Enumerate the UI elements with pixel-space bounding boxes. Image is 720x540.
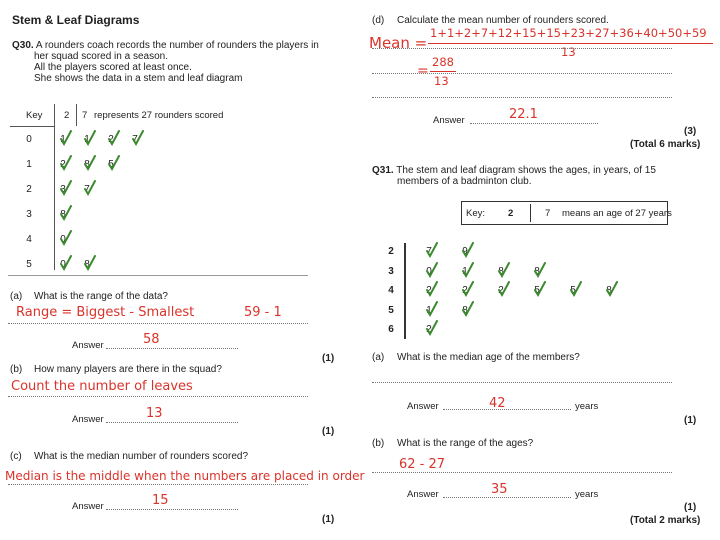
q30c-question: What is the median number of rounders scored? bbox=[34, 451, 248, 462]
check-mark-icon bbox=[425, 262, 439, 278]
q30-diagram-bottom bbox=[8, 275, 308, 276]
q31a-unit: years bbox=[575, 401, 599, 412]
check-mark-icon bbox=[533, 281, 547, 297]
check-mark-icon bbox=[461, 242, 475, 258]
q30b-marks: (1) bbox=[322, 426, 335, 437]
q31a-working-line bbox=[372, 382, 672, 383]
q30-key-label: Key bbox=[26, 110, 43, 121]
q30-line-2: her squad scored in a season. bbox=[34, 51, 168, 62]
leaf-value: 0 bbox=[426, 265, 432, 277]
q30b-question: How many players are there in the squad? bbox=[34, 364, 222, 375]
stem-value: 0 bbox=[26, 134, 32, 145]
leaf-value: 1 bbox=[60, 134, 66, 145]
q30d-answer-label: Answer bbox=[433, 115, 465, 126]
leaf-value: 2 bbox=[426, 285, 432, 296]
q31b-question: What is the range of the ages? bbox=[397, 438, 534, 449]
check-mark-icon bbox=[461, 281, 475, 297]
q30-key-divider bbox=[76, 104, 77, 126]
q31-number: Q31. bbox=[372, 165, 394, 176]
q30c-label: (c) bbox=[10, 451, 22, 462]
leaf-value: 5 bbox=[534, 285, 540, 296]
stem-value: 5 bbox=[26, 259, 32, 270]
stem-value: 4 bbox=[388, 285, 394, 296]
leaf-value: 5 bbox=[570, 285, 576, 296]
q31-text bbox=[372, 165, 656, 187]
q30-text bbox=[12, 40, 319, 84]
check-mark-icon bbox=[59, 205, 73, 221]
mean-equals: = bbox=[417, 63, 429, 79]
leaf-value: 1 bbox=[462, 265, 468, 277]
q31a-label: (a) bbox=[372, 352, 385, 363]
q31b-working-line bbox=[372, 472, 672, 473]
leaf-value: 9 bbox=[462, 246, 468, 257]
leaf-value: 7 bbox=[132, 134, 138, 145]
check-mark-icon bbox=[533, 262, 547, 278]
leaf-value: 8 bbox=[60, 209, 66, 220]
stem-value: 2 bbox=[388, 246, 394, 257]
q31-line-2: members of a badminton club. bbox=[397, 176, 532, 187]
leaf-value: 8 bbox=[534, 265, 540, 277]
q30a-question: What is the range of the data? bbox=[34, 291, 168, 302]
q30-total-marks: (Total 6 marks) bbox=[630, 139, 701, 150]
q30a-answer: 58 bbox=[143, 332, 160, 347]
check-mark-icon bbox=[497, 281, 511, 297]
q30-key-leaf: 7 bbox=[82, 110, 88, 121]
q31b-label: (b) bbox=[372, 438, 385, 449]
leaf-value: 8 bbox=[606, 285, 612, 296]
q30b-working-line bbox=[8, 396, 308, 397]
check-mark-icon bbox=[59, 130, 73, 146]
q31a-question: What is the median age of the members? bbox=[397, 352, 580, 363]
q30d-line-3 bbox=[372, 97, 672, 98]
leaf-value: 2 bbox=[108, 134, 114, 145]
q30a-working-right: 59 - 1 bbox=[244, 305, 282, 320]
q31b-unit: years bbox=[575, 489, 599, 500]
leaf-value: 2 bbox=[60, 159, 66, 170]
leaf-value: 2 bbox=[462, 285, 468, 296]
check-mark-icon bbox=[83, 130, 97, 146]
check-mark-icon bbox=[59, 180, 73, 196]
q31-key-text: means an age of 27 years bbox=[562, 208, 672, 219]
q31-stem-divider bbox=[404, 243, 406, 339]
q31-key-label: Key: bbox=[466, 208, 486, 219]
check-mark-icon bbox=[497, 262, 511, 278]
check-mark-icon bbox=[83, 155, 97, 171]
check-mark-icon bbox=[59, 155, 73, 171]
q31b-marks: (1) bbox=[684, 502, 697, 513]
q30-number: Q30. bbox=[12, 40, 34, 51]
q30a-working-line bbox=[8, 323, 308, 324]
leaf-value: 0 bbox=[60, 234, 66, 245]
check-mark-icon bbox=[83, 255, 97, 271]
q30c-marks: (1) bbox=[322, 514, 335, 525]
q31a-answer-label: Answer bbox=[407, 401, 439, 412]
check-mark-icon bbox=[59, 255, 73, 271]
page-title: Stem & Leaf Diagrams bbox=[12, 13, 140, 27]
mean-eq2-numerator: 288 bbox=[432, 55, 454, 69]
q30-key-text: represents 27 rounders scored bbox=[94, 110, 224, 121]
q30b-label: (b) bbox=[10, 364, 23, 375]
q30-stem-divider bbox=[54, 104, 55, 270]
q30c-answer: 15 bbox=[152, 493, 169, 508]
q30a-working-left: Range = Biggest - Smallest bbox=[16, 305, 195, 320]
q30a-label: (a) bbox=[10, 291, 23, 302]
q30-line-1: A rounders coach records the number of rounders the players in bbox=[35, 40, 319, 51]
leaf-value: 7 bbox=[84, 184, 90, 195]
q30d-marks: (3) bbox=[684, 126, 697, 137]
q31-total-marks: (Total 2 marks) bbox=[630, 515, 701, 526]
q30c-working: Median is the middle when the numbers are placed in order bbox=[5, 469, 365, 483]
q30d-line-1 bbox=[372, 48, 672, 49]
leaf-value: 1 bbox=[426, 304, 432, 316]
check-mark-icon bbox=[107, 130, 121, 146]
q30a-answer-label: Answer bbox=[72, 340, 104, 351]
mean-eq2-denominator: 13 bbox=[434, 74, 449, 88]
leaf-value: 3 bbox=[60, 184, 66, 195]
q30d-answer: 22.1 bbox=[509, 107, 538, 122]
mean-fraction-bar bbox=[428, 43, 713, 44]
check-mark-icon bbox=[461, 301, 475, 317]
q30-line-4: She shows the data in a stem and leaf diagram bbox=[34, 73, 243, 84]
check-mark-icon bbox=[107, 155, 121, 171]
leaf-value: 5 bbox=[108, 159, 114, 170]
stem-value: 2 bbox=[26, 184, 32, 195]
q30-key-underline bbox=[10, 126, 54, 127]
leaf-value: 7 bbox=[426, 246, 432, 257]
mean-denominator: 13 bbox=[561, 45, 576, 59]
mean-numerator: 1+1+2+7+12+15+15+23+27+36+40+50+59 bbox=[430, 26, 707, 40]
check-mark-icon bbox=[425, 320, 439, 336]
mean-label: Mean = bbox=[369, 34, 428, 52]
q30-key-stem: 2 bbox=[64, 110, 70, 121]
q31b-working: 62 - 27 bbox=[399, 457, 446, 472]
leaf-value: 0 bbox=[60, 259, 66, 270]
q31-key-divider bbox=[530, 204, 531, 222]
q30a-marks: (1) bbox=[322, 353, 335, 364]
stem-value: 5 bbox=[388, 304, 394, 316]
q31b-answer: 35 bbox=[491, 482, 508, 497]
stem-value: 3 bbox=[26, 209, 32, 220]
q30b-answer-label: Answer bbox=[72, 414, 104, 425]
q31b-answer-line bbox=[443, 497, 571, 498]
leaf-value: 8 bbox=[84, 259, 90, 270]
check-mark-icon bbox=[425, 281, 439, 297]
q30c-working-line bbox=[8, 484, 308, 485]
check-mark-icon bbox=[83, 180, 97, 196]
q30-line-3: All the players scored at least once. bbox=[34, 62, 192, 73]
q30a-answer-line bbox=[106, 348, 238, 349]
q31a-answer-line bbox=[443, 409, 571, 410]
q30b-answer-line bbox=[106, 422, 238, 423]
q31b-answer-label: Answer bbox=[407, 489, 439, 500]
stem-value: 1 bbox=[26, 159, 32, 170]
q30d-answer-line bbox=[470, 123, 598, 124]
q30d-question: Calculate the mean number of rounders scored. bbox=[397, 15, 609, 26]
q30c-answer-line bbox=[106, 509, 238, 510]
check-mark-icon bbox=[59, 230, 73, 246]
q30d-line-2 bbox=[372, 73, 672, 74]
q31-line-1: The stem and leaf diagram shows the ages, in years, of 15 bbox=[396, 165, 656, 176]
q31-key-stem: 2 bbox=[508, 208, 514, 219]
q30c-answer-label: Answer bbox=[72, 501, 104, 512]
check-mark-icon bbox=[605, 281, 619, 297]
q31-key-leaf: 7 bbox=[545, 208, 551, 219]
leaf-value: 2 bbox=[426, 324, 432, 335]
check-mark-icon bbox=[425, 242, 439, 258]
q30d-label: (d) bbox=[372, 15, 385, 26]
q30b-working: Count the number of leaves bbox=[11, 379, 193, 394]
leaf-value: 8 bbox=[498, 265, 504, 277]
check-mark-icon bbox=[461, 262, 475, 278]
stem-value: 3 bbox=[388, 265, 394, 277]
check-mark-icon bbox=[425, 301, 439, 317]
q31a-answer: 42 bbox=[489, 396, 506, 411]
leaf-value: 8 bbox=[84, 159, 90, 170]
leaf-value: 2 bbox=[498, 285, 504, 296]
stem-value: 6 bbox=[388, 324, 394, 335]
check-mark-icon bbox=[569, 281, 583, 297]
leaf-value: 8 bbox=[462, 304, 468, 316]
mean-eq2-bar bbox=[430, 71, 456, 72]
stem-value: 4 bbox=[26, 234, 32, 245]
leaf-value: 1 bbox=[84, 134, 90, 145]
q31a-marks: (1) bbox=[684, 415, 697, 426]
check-mark-icon bbox=[131, 130, 145, 146]
q30b-answer: 13 bbox=[146, 406, 163, 421]
